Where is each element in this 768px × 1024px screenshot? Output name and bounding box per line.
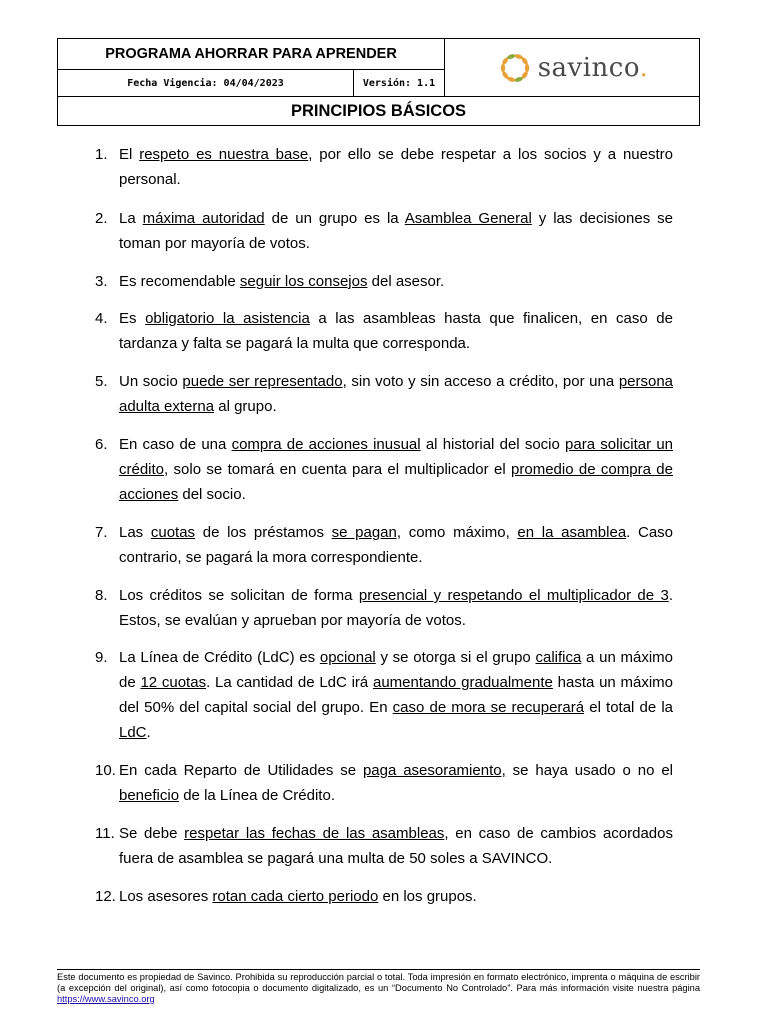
item-text: Un socio [119,373,183,390]
underlined-text: rotan cada cierto periodo [212,888,379,905]
item-text: se haya usado o no el [505,762,673,779]
item-text: el total de la [584,699,673,716]
item-text: del asesor. [367,273,445,290]
underlined-text: respetar las fechas de las asambleas [184,825,445,842]
savinco-logo-mark-icon [496,49,534,87]
underlined-text: obligatorio la asistencia [145,310,310,327]
item-text: al grupo. [214,398,277,415]
savinco-logo [445,39,699,97]
underlined-text: opcional [319,649,376,666]
underlined-text: aumentando gradualmente [373,674,553,691]
item-text: como máximo, [401,524,518,541]
list-item [95,206,673,256]
effective-date: Fecha Vigencia: 04/04/2023 [58,70,354,97]
item-text: Los asesores [119,888,213,905]
item-number: 4. [95,310,108,327]
version-label: Versión: 1.1 [354,70,445,97]
underlined-text: seguir los consejos [239,273,368,290]
list-item [95,269,673,294]
program-title: PROGRAMA AHORRAR PARA APRENDER [58,39,445,70]
underlined-text: en la asamblea [517,524,627,541]
item-number: 12. [95,888,116,905]
underlined-text: se pagan, [331,524,402,541]
underlined-text: beneficio [119,787,180,804]
footer-text: Este documento es propiedad de Savinco. Prohibida su reproducción parcial o total. Toda impresión en formato electrónico, imprenta o máquina de escribir (a excepción del original), así como fotocopia o documento digitalizado, es un “Documento No Controlado”. Para más información visite nuestra página [57,972,700,993]
underlined-text: Asamblea General [404,210,532,227]
item-text: de los préstamos [195,524,332,541]
underlined-text: promedio de compra de acciones [119,461,673,503]
item-text: Es [119,310,146,327]
underlined-text: respeto es nuestra base [139,146,309,163]
underlined-text: 12 cuotas [140,674,207,691]
logo-wordmark: savinco. [537,52,649,83]
footer-disclaimer [57,969,700,1005]
item-text: en los grupos. [378,888,477,905]
list-item [95,432,673,507]
item-number: 9. [95,649,108,666]
list-item [95,369,673,419]
item-text: a las asambleas hasta que finalicen, en caso de tardanza y falta se pagará la multa que corresponda. [119,310,673,352]
item-text: , en caso de cambios acordados fuera de asamblea se pagará una multa de 50 soles a SAVINCO. [119,825,673,867]
item-text: Los créditos se solicitan de forma [119,587,359,604]
item-text: a un máximo de [119,649,674,691]
item-text: En caso de una [119,436,232,453]
underlined-text: compra de acciones inusual [231,436,421,453]
item-text: El [119,146,140,163]
item-text: , sin voto y sin acceso a crédito, por una [342,373,619,390]
item-text: del socio. [178,486,246,503]
underlined-text: máxima autoridad [142,210,265,227]
item-number: 11. [95,825,115,842]
website-link[interactable]: https://www.savinco.org [57,994,155,1004]
item-number: 10. [95,762,116,779]
list-item [95,758,673,808]
underlined-text: LdC [119,724,147,741]
item-text: La Línea de Crédito (LdC) es [119,649,320,666]
item-text: , solo se tomará en cuenta para el multiplicador el [164,461,512,478]
item-text: . Estos, se evalúan y aprueban por mayoría de votos. [119,587,673,629]
item-number: 6. [95,436,108,453]
item-text: de la Línea de Crédito. [179,787,335,804]
item-number: 5. [95,373,108,390]
underlined-text: paga asesoramiento, [362,762,506,779]
list-item [95,645,673,745]
list-item [95,583,673,633]
underlined-text: puede ser representado [182,373,343,390]
item-number: 7. [95,524,108,541]
item-text: Es recomendable [119,273,240,290]
item-number: 8. [95,587,108,604]
item-text: En cada Reparto de Utilidades se [119,762,363,779]
item-text: hasta un máximo del 50% del capital social del grupo. En [119,674,674,716]
item-number: 2. [95,210,108,227]
item-text: y se otorga si el grupo [375,649,536,666]
underlined-text: caso de mora se recuperará [392,699,585,716]
list-item [95,142,673,192]
item-number: 1. [95,146,108,163]
item-text: de un grupo es la [264,210,405,227]
underlined-text: califica [535,649,582,666]
underlined-text: presencial y respetando el multiplicador de 3 [358,587,669,604]
item-number: 3. [95,273,108,290]
item-text: y las decisiones se toman por mayoría de votos. [119,210,673,252]
underlined-text: cuotas [150,524,196,541]
list-item [95,306,673,356]
item-text: . [146,724,151,741]
item-text: Las [119,524,151,541]
list-item [95,884,673,909]
item-text: . La cantidad de LdC irá [206,674,373,691]
item-text: Se debe [119,825,185,842]
item-text: al historial del socio [420,436,566,453]
item-text: . Caso contrario, se pagará la mora correspondiente. [119,524,674,566]
underlined-text: persona adulta externa [119,373,674,415]
list-item [95,821,673,871]
document-header [57,38,700,126]
item-text: , por ello se debe respetar a los socios y a nuestro personal. [119,146,674,188]
underlined-text: para solicitar un crédito [119,436,674,478]
list-item [95,520,673,570]
item-text: La [119,210,143,227]
section-title: PRINCIPIOS BÁSICOS [290,102,467,120]
